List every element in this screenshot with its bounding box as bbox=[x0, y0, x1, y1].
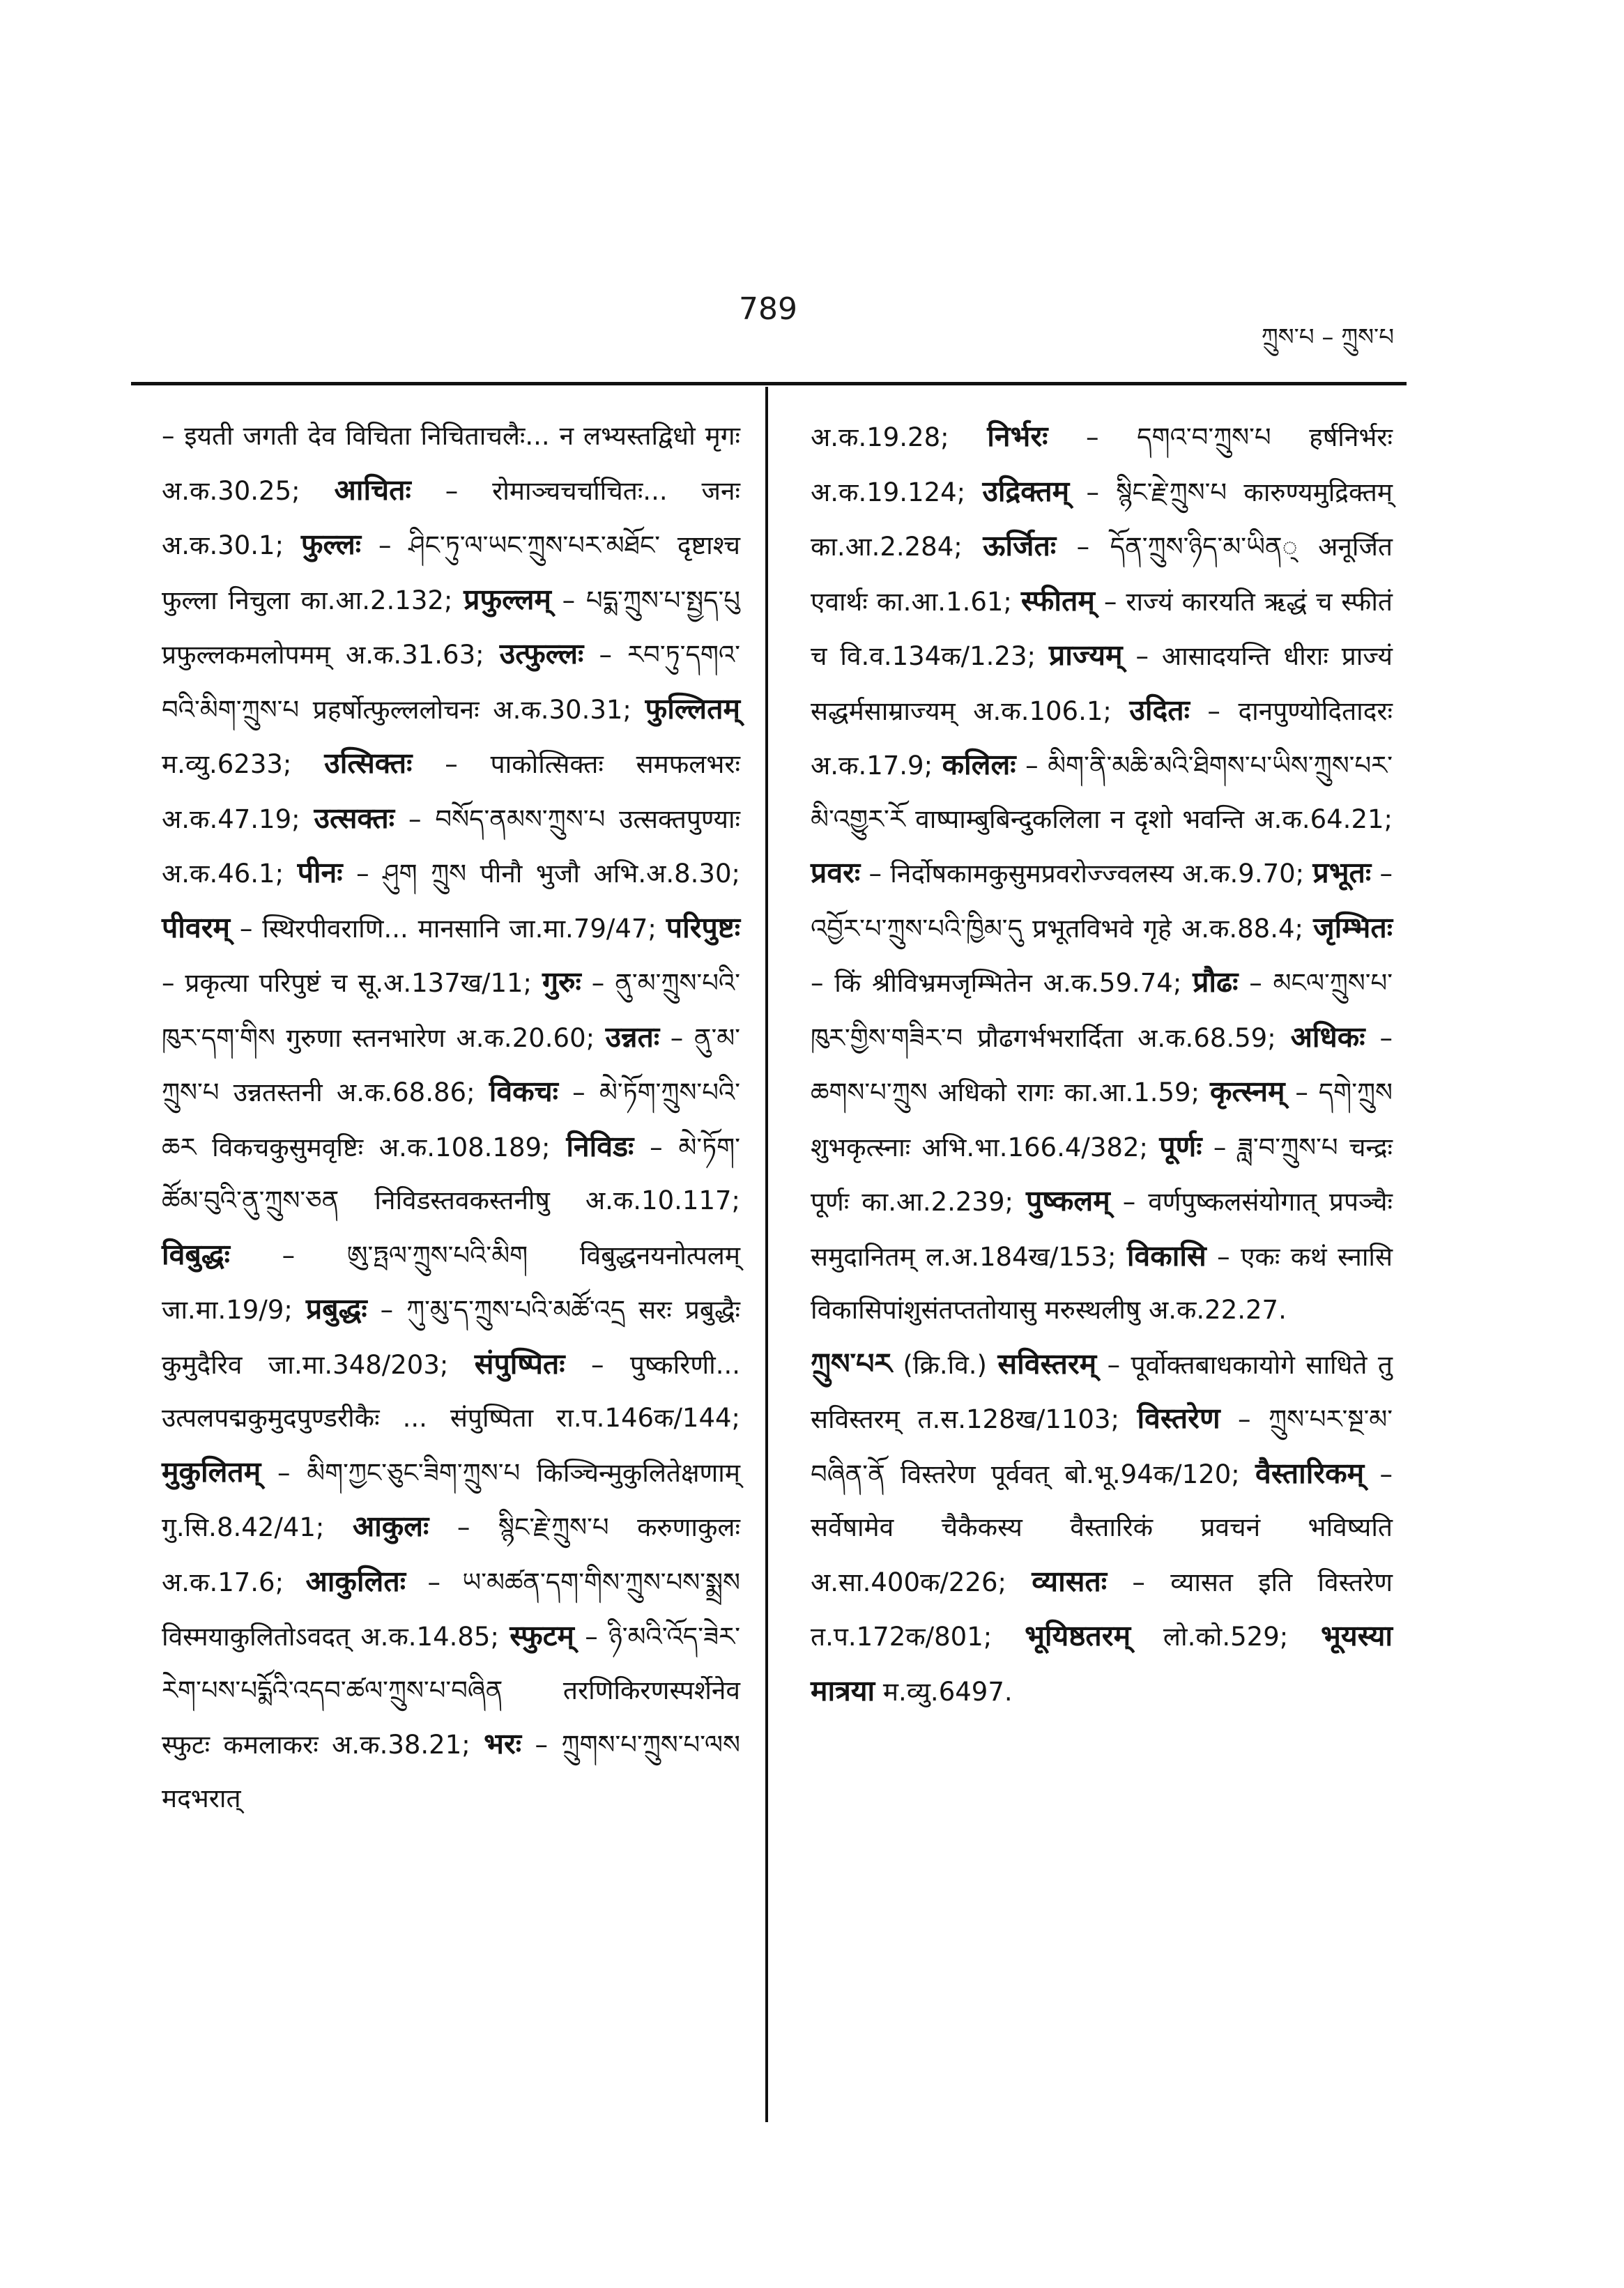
headword: प्रफुल्लम् bbox=[464, 582, 551, 616]
entry-text: – བསོད་ནམས་ཀྲུས་པ उत्सक्तपुण्याः अ.क.46.1; bbox=[162, 804, 740, 889]
entry-paragraph bbox=[811, 410, 1393, 1337]
entry-text: – पाकोत्सिक्तः समफलभरः अ.क.47.19; bbox=[162, 749, 741, 834]
headword: आकुलितः bbox=[305, 1564, 406, 1598]
headword: विकासि bbox=[1126, 1238, 1206, 1273]
headword: प्रभूतः bbox=[1312, 856, 1372, 889]
entry-text: – प्रकृत्या परिपुष्टं च सू.अ.137ख/11; bbox=[162, 968, 542, 998]
page-number: 789 bbox=[739, 291, 797, 327]
entry-text: – पूर्वोक्तबाधकायोगे साधिते तु सविस्तरम् त.स.128ख/1103; bbox=[811, 1349, 1393, 1434]
entry-text: अ.क.19.28; bbox=[811, 422, 988, 452]
headword: निविडः bbox=[566, 1129, 634, 1163]
headword: ऊर्जितः bbox=[983, 529, 1057, 562]
headword: निर्भरः bbox=[987, 420, 1048, 453]
entry-text: – आसादयन्ति धीराः प्राज्यं सद्धर्मसाम्राज्यम् अ.क.106.1; bbox=[811, 641, 1393, 726]
entry-text: – ཤུག ཀྲུས पीनौ भुजौ अभि.अ.8.30; bbox=[342, 859, 740, 889]
headword: फुल्लितम् bbox=[645, 691, 740, 725]
entry-text: – ཉི་མའི་འོད་ཟེར་རེག་པས་པདྨོའི་འདབ་ཚལ་ཀྲུས་པ་བཞིན तरणिकिरणस्पर्शेनेव स्फुटः कमलाकरः अ.क.38.21; bbox=[162, 1622, 740, 1760]
entry-text: (क्रि.वि.) bbox=[891, 1349, 998, 1380]
headword: उत्सिक्तः bbox=[324, 746, 413, 780]
entry-text: – ཤིང་ཏུ་ལ་ཡང་ཀྲུས་པར་མཐོང་ दृष्टाश्च फुल्ला निचुला का.आ.2.132; bbox=[162, 530, 740, 615]
entry-text: म.व्यु.6497. bbox=[875, 1676, 1013, 1707]
headword: विबुद्धः bbox=[162, 1237, 230, 1271]
headword: भूयस्या मात्रया bbox=[811, 1619, 1393, 1707]
headword: पूर्णः bbox=[1159, 1129, 1202, 1163]
headword: भूयिष्ठतरम् bbox=[1025, 1619, 1131, 1652]
headword: कृत्स्नम् bbox=[1209, 1075, 1285, 1108]
entry-text: – ཡ་མཚན་དག་གིས་ཀྲུས་པས་སྨྲས विस्मयाकुलितोऽवदत् अ.क.14.85; bbox=[162, 1567, 740, 1652]
entry-text: – ནུ་མ་ཀྲུས་པའི་ཁུར་དག་གིས गुरुणा स्तनभारेण अ.क.20.60; bbox=[162, 968, 740, 1053]
headword: व्यासतः bbox=[1032, 1564, 1108, 1598]
entry-text: – རབ་ཏུ་དགའ་བའི་མིག་ཀྲུས་པ प्रहर्षोत्फुल्ललोचनः अ.क.30.31; bbox=[162, 640, 740, 725]
entry-text: – མིག་ཀྱང་ཅུང་ཟིག་ཀྲུས་པ किञ्चिन्मुकुलितेक्षणाम् गु.सि.8.42/41; bbox=[162, 1457, 740, 1542]
headword: विकचः bbox=[489, 1075, 558, 1108]
entry-text: – མེ་ཏོག་ཀྲུས་པའི་ཆར विकचकुसुमवृष्टिः अ.क.108.189; bbox=[162, 1077, 740, 1162]
headword: गुरुः bbox=[542, 965, 581, 999]
running-head: ཀྲུས་པ – ཀྲུས་པ bbox=[1261, 323, 1394, 351]
headword: उत्सक्तः bbox=[314, 801, 395, 835]
entry-text: – པདྨ་ཀྲུས་པ་སྤྱད་པུ प्रफुल्लकमलोपमम् अ.क.31.63; bbox=[162, 585, 740, 670]
headword: जृम्भितः bbox=[1313, 910, 1393, 944]
entry-text: – དགའ་བ་ཀྲུས་པ हर्षनिर्भरः अ.क.19.124; bbox=[811, 422, 1393, 507]
entry-text: – དགེ་ཀྲུས शुभकृत्स्नाः अभि.भा.166.4/382; bbox=[811, 1077, 1393, 1162]
entry-text: – वर्णपुष्कलसंयोगात् प्रपञ्चैः समुदानितम् ल.अ.184ख/153; bbox=[811, 1187, 1393, 1272]
entry-paragraph bbox=[162, 410, 740, 1825]
entry-text: – पुष्करिणी... उत्पलपद्मकुमुदपुण्डरीकैः ... संपुष्पिता रा.प.146क/144; bbox=[162, 1349, 740, 1433]
entry-text: – དོན་ཀྲུས་ཉིད་མ་ཡིན् अनूर्जित एवार्थः का.आ.1.61; bbox=[811, 532, 1393, 617]
headword: भरः bbox=[484, 1727, 522, 1760]
column-divider bbox=[765, 387, 768, 2122]
entry-text: – ཀུ་མུ་ད་ཀྲུས་པའི་མཚོ་འདྲ सरः प्रबुद्धैः कुमुदैरिव जा.मा.348/203; bbox=[162, 1295, 740, 1380]
headword: वैस्तारिकम् bbox=[1255, 1456, 1365, 1490]
entry-text: – ཆགས་པ་ཀྲུས अधिको रागः का.आ.1.59; bbox=[811, 1022, 1393, 1107]
headword: पुष्कलम् bbox=[1025, 1184, 1110, 1218]
headword: कलिलः bbox=[942, 748, 1016, 781]
entry-text: – स्थिरपीवराणि... मानसानि जा.मा.79/47; bbox=[230, 913, 666, 944]
headword: प्रबुद्धः bbox=[305, 1292, 367, 1326]
entry-text: – सर्वेषामेव चैकैकस्य वैस्तारिकं प्रवचनं भविष्यति अ.सा.400क/226; bbox=[811, 1459, 1393, 1597]
headword: प्रवरः bbox=[811, 856, 861, 889]
headword: उदितः bbox=[1129, 693, 1190, 727]
headword: आकुलः bbox=[352, 1510, 429, 1543]
headword: फुल्लः bbox=[300, 528, 362, 561]
headword: पीनः bbox=[297, 856, 343, 889]
entry-text: – ཨུ་ཏྤལ་ཀྲུས་པའི་མིག विबुद्धनयनोत्पलम् जा.मा.19/9; bbox=[162, 1240, 740, 1325]
right-column bbox=[811, 410, 1393, 1719]
entry-text: – निर्दोषकामकुसुमप्रवरोज्ज्वलस्य अ.क.9.70; bbox=[860, 859, 1313, 889]
entry-text: – ཟླ་བ་ཀྲུས་པ चन्द्रः पूर्णः का.आ.2.239; bbox=[811, 1132, 1393, 1217]
headword: अधिकः bbox=[1290, 1020, 1365, 1054]
entry-text: – མིག་ནི་མཆི་མའི་ཐིགས་པ་ཡིས་ཀྲུས་པར་མི་འགྱུར་རོ वाष्पाम्बुबिन्दुकलिला न दृशो भवन्ति अ.क.64.21; bbox=[811, 751, 1393, 834]
entry-text: – दानपुण्योदितादरः अ.क.17.9; bbox=[811, 696, 1393, 781]
entry-text: – ཀྲུས་པར་སྔ་མ་བཞིན་ནོ विस्तरेण पूर्ववत् बो.भू.94क/120; bbox=[811, 1404, 1393, 1489]
headword: प्रौढः bbox=[1193, 965, 1239, 999]
entry-text: – མངལ་ཀྲུས་པ་ཁུར་གྱིས་གཟིར་བ प्रौढगर्भभरार्दिता अ.क.68.59; bbox=[811, 968, 1393, 1053]
headword: स्फीतम् bbox=[1020, 583, 1095, 617]
entry-text: – किं श्रीविभ्रमजृम्भितेन अ.क.59.74; bbox=[811, 968, 1193, 998]
left-column bbox=[162, 410, 740, 1825]
entry-text: – ཀྲུགས་པ་ཀྲུས་པ་ལས मदभरात् bbox=[162, 1730, 741, 1813]
headword: सविस्तरम् bbox=[997, 1346, 1097, 1381]
headword: ཀྲུས་པར bbox=[811, 1346, 892, 1381]
headword: विस्तरेण bbox=[1137, 1402, 1220, 1435]
headword: आचितः bbox=[334, 473, 411, 507]
entry-text: – इयती जगती देव विचिता निचिताचलैः... न लभ्यस्तद्विधो मृगः अ.क.30.25; bbox=[162, 421, 740, 506]
headword: परिपुष्टः bbox=[666, 910, 740, 944]
entry-text: – राज्यं कारयति ऋद्धं च स्फीतं च वि.व.134क/1.23; bbox=[811, 586, 1393, 671]
header-rule bbox=[131, 382, 1407, 385]
entry-text: – व्यासत इति विस्तरेण त.प.172क/801; bbox=[811, 1567, 1393, 1652]
headword: उन्नतः bbox=[605, 1020, 660, 1054]
entry-text: लो.को.529; bbox=[1131, 1622, 1322, 1652]
entry-text: – འབྱོར་པ་ཀྲུས་པའི་ཁྱིམ་དུ प्रभूतविभवे गृहे अ.क.88.4; bbox=[811, 859, 1393, 944]
entry-text: – སྙིང་རྗེ་ཀྲུས་པ कारुण्यमुद्रिक्तम् का.आ.2.284; bbox=[811, 477, 1393, 562]
entry-text: म.व्यु.6233; bbox=[162, 749, 325, 779]
headword: पीवरम् bbox=[162, 910, 230, 944]
entry-text: – མེ་ཏོག་ཚོམ་བུའི་ནུ་ཀྲུས་ཅན निविडस्तवकस्तनीषु अ.क.10.117; bbox=[162, 1132, 740, 1215]
headword: मुकुलितम् bbox=[162, 1454, 261, 1489]
headword: प्राज्यम् bbox=[1048, 638, 1123, 672]
entry-text: – रोमाञ्चचर्चाचितः... जनः अ.क.30.1; bbox=[162, 475, 741, 560]
entry-text: – སྙིང་རྗེ་ཀྲུས་པ करुणाकुलः अ.क.17.6; bbox=[162, 1512, 740, 1597]
entry-text: – ནུ་མ་ཀྲུས་པ उन्नतस्तनी अ.क.68.86; bbox=[162, 1022, 740, 1107]
headword: उद्रिक्तम् bbox=[982, 474, 1070, 508]
headword: स्फुटम् bbox=[510, 1619, 574, 1652]
entry-text: – एकः कथं स्नासि विकासिपांशुसंतप्ततोयासु मरुस्थलीषु अ.क.22.27. bbox=[811, 1241, 1393, 1325]
headword: उत्फुल्लः bbox=[499, 637, 584, 670]
entry-paragraph bbox=[811, 1337, 1393, 1719]
headword: संपुष्पितः bbox=[474, 1346, 565, 1381]
